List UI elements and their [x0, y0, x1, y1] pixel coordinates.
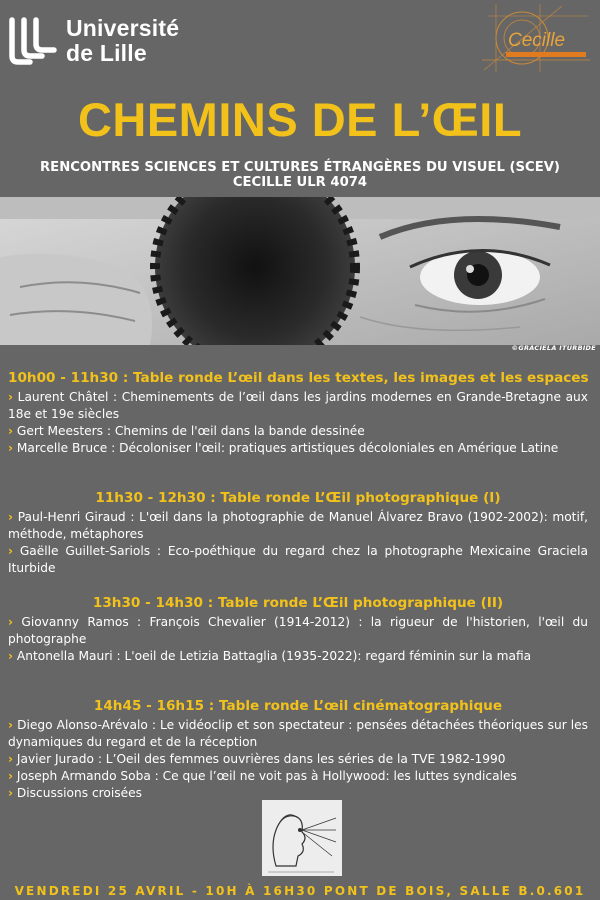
bullet-arrow-icon: ›: [8, 510, 14, 524]
photo-credit: ©GRACIELA ITURBIDE: [511, 344, 596, 352]
talk-text: Paul-Henri Giraud : L'œil dans la photographie de Manuel Álvarez Bravo (1902-2002): motif, méthode, métaphores: [8, 510, 588, 541]
bullet-arrow-icon: ›: [8, 769, 14, 783]
list-item: [8, 768, 588, 785]
university-line-1: Université: [66, 15, 180, 41]
session-title: 11h30 - 12h30 : Table ronde L’Œil photographique (I): [95, 490, 501, 506]
bullet-arrow-icon: ›: [8, 752, 14, 766]
eye-photo-image: [0, 197, 600, 345]
talk-text: Joseph Armando Soba : Ce que l’œil ne voit pas à Hollywood: les luttes syndicales: [16, 769, 517, 783]
talk-text: Laurent Châtel : Cheminements de l’œil dans les jardins modernes en Grande-Bretagne aux 18e et 19e siècles: [8, 390, 588, 421]
bullet-arrow-icon: ›: [8, 441, 14, 455]
talk-text: Discussions croisées: [16, 786, 142, 800]
talk-text: Giovanny Ramos : François Chevalier (1914-2012) : la rigueur de l'historien, l'œil du photographe: [8, 615, 588, 646]
event-title: CHEMINS DE L’ŒIL: [77, 93, 523, 146]
list-item: [8, 648, 588, 665]
session-title: 10h00 - 11h30 : Table ronde L’œil dans les textes, les images et les espaces: [8, 370, 589, 386]
list-item: [8, 423, 588, 440]
university-name: [66, 16, 179, 66]
talk-text: Gaëlle Guillet-Sariols : Eco-poéthique du regard chez la photographe Mexicaine Graciela Iturbide: [8, 544, 588, 575]
session-title: 13h30 - 14h30 : Table ronde L’Œil photographique (II): [92, 595, 504, 611]
list-item: [8, 440, 588, 457]
talk-text: Diego Alonso-Arévalo : Le vidéoclip et son spectateur : pensées détachées théoriques sur les dynamiques du regard et de la réception: [8, 718, 589, 749]
talk-text: Gert Meesters : Chemins de l'œil dans la bande dessinée: [16, 424, 365, 438]
talk-text: Antonella Mauri : L'oeil de Letizia Battaglia (1935-2022): regard féminin sur la mafia: [16, 649, 532, 663]
session-1: [8, 370, 588, 457]
bullet-arrow-icon: ›: [8, 615, 14, 629]
list-item: [8, 717, 588, 751]
lab-reference: CECILLE ULR 4074: [232, 175, 368, 190]
cecille-logo: [478, 2, 594, 74]
talk-text: Javier Jurado : L’Oeil des femmes ouvrières dans les séries de la TVE 1982-1990: [16, 752, 506, 766]
event-date-location: VENDREDI 25 AVRIL - 10H À 16H30 PONT DE BOIS, SALLE B.0.601: [14, 884, 586, 898]
list-item: [8, 509, 588, 543]
cecille-logo-text: Cecille: [508, 30, 566, 51]
bullet-arrow-icon: ›: [8, 424, 14, 438]
list-item: [8, 543, 588, 577]
bullet-arrow-icon: ›: [8, 649, 14, 663]
session-3: [8, 595, 588, 665]
bullet-arrow-icon: ›: [8, 718, 14, 732]
universite-de-lille-logo: [8, 14, 208, 70]
ulille-mark-icon: [8, 16, 58, 66]
list-item: [8, 751, 588, 768]
session-2: [8, 490, 588, 577]
university-line-2: de Lille: [66, 40, 147, 66]
bullet-arrow-icon: ›: [8, 390, 14, 404]
talk-text: Marcelle Bruce : Décoloniser l'œil: pratiques artistiques décoloniales en Amérique Latine: [16, 441, 559, 455]
bullet-arrow-icon: ›: [8, 544, 14, 558]
list-item: [8, 614, 588, 648]
eye-photograph: [0, 197, 600, 345]
session-4: [8, 698, 588, 802]
bullet-arrow-icon: ›: [8, 786, 14, 800]
event-subtitle: RENCONTRES SCIENCES ET CULTURES ÉTRANGÈRES DU VISUEL (SCEV): [40, 160, 560, 175]
list-item: [8, 389, 588, 423]
eye-diagram-sketch-icon: [262, 800, 342, 876]
session-title: 14h45 - 16h15 : Table ronde L’œil cinématographique: [93, 698, 503, 714]
